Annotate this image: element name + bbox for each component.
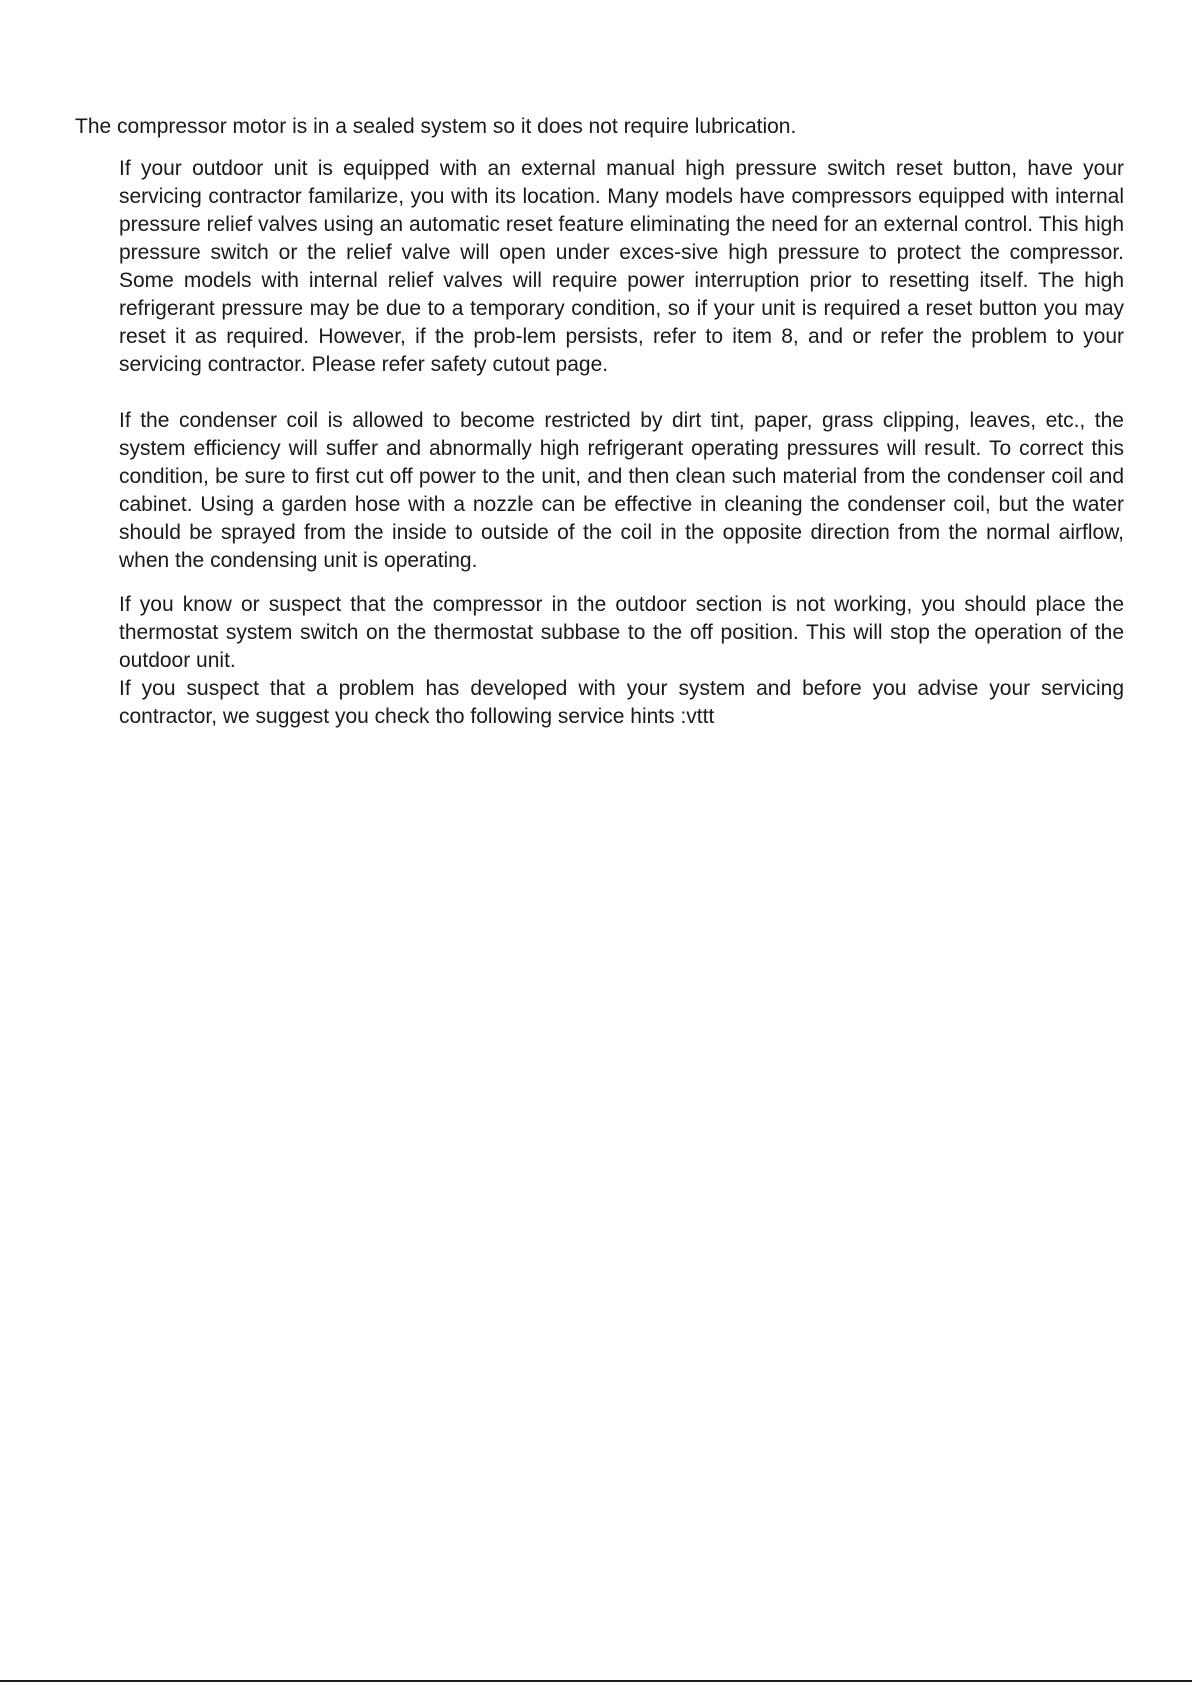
footer-rule xyxy=(0,1680,1192,1682)
paragraph-compressor-not-working: If you know or suspect that the compressor in the outdoor section is not working, you should place the thermostat system switch on the thermostat subbase to the off position. This will stop the operation of the outdoor unit. xyxy=(119,593,1124,672)
lead-sentence: The compressor motor is in a sealed system so it does not require lubrication. xyxy=(75,115,797,138)
paragraph-service-hints: If you suspect that a problem has developed with your system and before you advise your servicing contractor, we suggest you check tho following service hints :vttt xyxy=(119,677,1124,728)
paragraph-high-pressure-switch: If your outdoor unit is equipped with an external manual high pressure switch reset button, have your servicing contractor familarize, you with its location. Many models have compressors equipped with internal pressure relief valves using an automatic reset feature eliminating the need for an external control. This high pressure switch or the relief valve will open under exces-sive high pressure to protect the compressor. Some models with internal relief valves will require power interruption prior to resetting itself. The high refrigerant pressure may be due to a temporary condition, so if your unit is required a reset button you may reset it as required. However, if the prob-lem persists, refer to item 8, and or refer the problem to your servicing contractor. Please refer safety cutout page. xyxy=(119,157,1124,376)
paragraph-condenser-coil: If the condenser coil is allowed to become restricted by dirt tint, paper, grass clipping, leaves, etc., the system efficiency will suffer and abnormally high refrigerant operating pressures will result. To correct this condition, be sure to first cut off power to the unit, and then clean such material from the condenser coil and cabinet. Using a garden hose with a nozzle can be effective in cleaning the condenser coil, but the water should be sprayed from the inside to outside of the coil in the opposite direction from the normal airflow, when the condensing unit is operating. xyxy=(119,409,1124,572)
